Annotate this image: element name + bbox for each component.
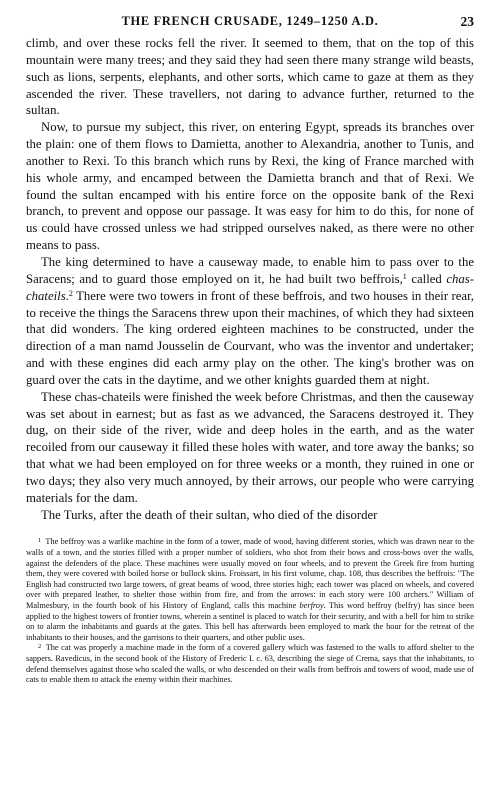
- footnote-ref-1: 1: [402, 271, 407, 281]
- paragraph-3-part-1: The king determined to have a causeway made, to enable him to pass over to the Saracens; and to guard those employed on it, he had built two beffrois,: [26, 254, 474, 286]
- running-head: [26, 14, 474, 32]
- paragraph-3-part-3: .: [65, 288, 69, 303]
- paragraph-3-italic-term: chas-chateils: [26, 271, 474, 303]
- footnote-2-text: The cat was properly a machine made in the form of a covered gallery which was fastened to the walls to afford shelter to the sappers. Ravedicus, in the second book of the History of Frederic I. c. 63, describing the siege of Crema, says that the inhabitants, to defend themselves against those who scaled the walls, or who descended on their walls from beffrois and towers of wood, made use of cats to enable them to attack the enemy within their machines.: [26, 643, 474, 685]
- paragraph-3-part-2: called: [406, 271, 447, 286]
- paragraph-2: Now, to pursue my subject, this river, on entering Egypt, spreads its branches over the plain: one of them flows to Damietta, another to Alexandria, another to Tunis, and another to Rexi. To this branch which runs by Rexi, the king of France marched with his whole army, and encamped between the Damietta branch and that of Rexi. We found the sultan encamped with his entire force on the opposite bank of the Rexi branch, to prevent and oppose our passage. It was easy for him to do this, for none of us could have crossed unless we had stripped ourselves naked, as there were no other means to pass.: [26, 120, 474, 253]
- page-number: 23: [460, 14, 474, 29]
- paragraph-5: The Turks, after the death of their sultan, who died of the disorder: [41, 507, 378, 522]
- body-text: [26, 35, 474, 523]
- footnote-1-mark: 1: [38, 536, 42, 544]
- footnote-2: [26, 643, 474, 685]
- footnote-1-text-b: . This word beffroy (belfry) has since been applied to the highest towers of frontier towns, wherein a sentinel is placed to watch for their security, and with a bell for him to strike on to alarm the inhabitants and guards at the gates. This bell has afterwards been employed to mark the hour for the retreat of the inhabitants to their houses, and the garrisons to their quarters, and other public uses.: [26, 601, 474, 642]
- footnote-ref-2: 2: [68, 288, 73, 298]
- footnote-1-italic: berfroy: [299, 601, 324, 611]
- paragraph-3: [26, 254, 474, 389]
- paragraph-4: These chas-chateils were finished the week before Christmas, and then the causeway was set about in earnest; but as fast as we advanced, the Saracens destroyed it. They dug, on their side of the river, wide and deep holes in the earth, and as the water recoiled from our causeway it filled these holes with water, and tore away the banks; so that what we had been employed on for three weeks or a month, they ruined in one or two days; they also very much annoyed, by their arrows, our people who were carrying materials for the dam.: [26, 389, 474, 505]
- running-title: THE FRENCH CRUSADE, 1249–1250 A.D.: [121, 14, 379, 28]
- footnotes: [26, 537, 474, 685]
- footnote-1-text-a: The beffroy was a warlike machine in the form of a tower, made of wood, having different stories, which was drawn near to the walls of a town, and the stories filled with a proper number of soldiers, who shot from their bows and cross-bows over the walls, against the defenders of the place. These machines were usually moved on four wheels, and to prevent the Greek fire from hurting them, they were covered with boiled horse or bullock skins. Froissart, in his first volume, chap. 108, thus describes the beffrois: "The English had constructed two large towers, of great beams of wood, three stories high; each tower was placed on wheels, and covered over with prepared leather, to shelter those within from fire, and from the arrows: in each story were 100 archers." William of Malmesbury, in the fourth book of his History of England, calls this machine: [26, 537, 474, 611]
- paragraph-3-part-4: There were two towers in front of these beffrois, and two houses in their rear, to receive the things the Saracens threw upon their machines, of which they had sixteen that did wonders. The king ordered eighteen machines to be constructed, under the direction of a man namd Jousselin de Courvant, who was the inventor and undertaker; and with these engines did each army play on the other. The king's brother was on guard over the cats in the daytime, and we other knights guarded them at night.: [26, 288, 474, 387]
- footnote-1: [26, 537, 474, 643]
- paragraph-1: climb, and over these rocks fell the river. It seemed to them, that on the top of this mountain were many trees; and they said they had seen there many strange wild beasts, such as lions, serpents, elephants, and other sorts, which came to gaze at them as they ascended the river. These travellers, not daring to advance further, returned to the sultan.: [26, 36, 474, 118]
- footnote-2-mark: 2: [38, 642, 42, 650]
